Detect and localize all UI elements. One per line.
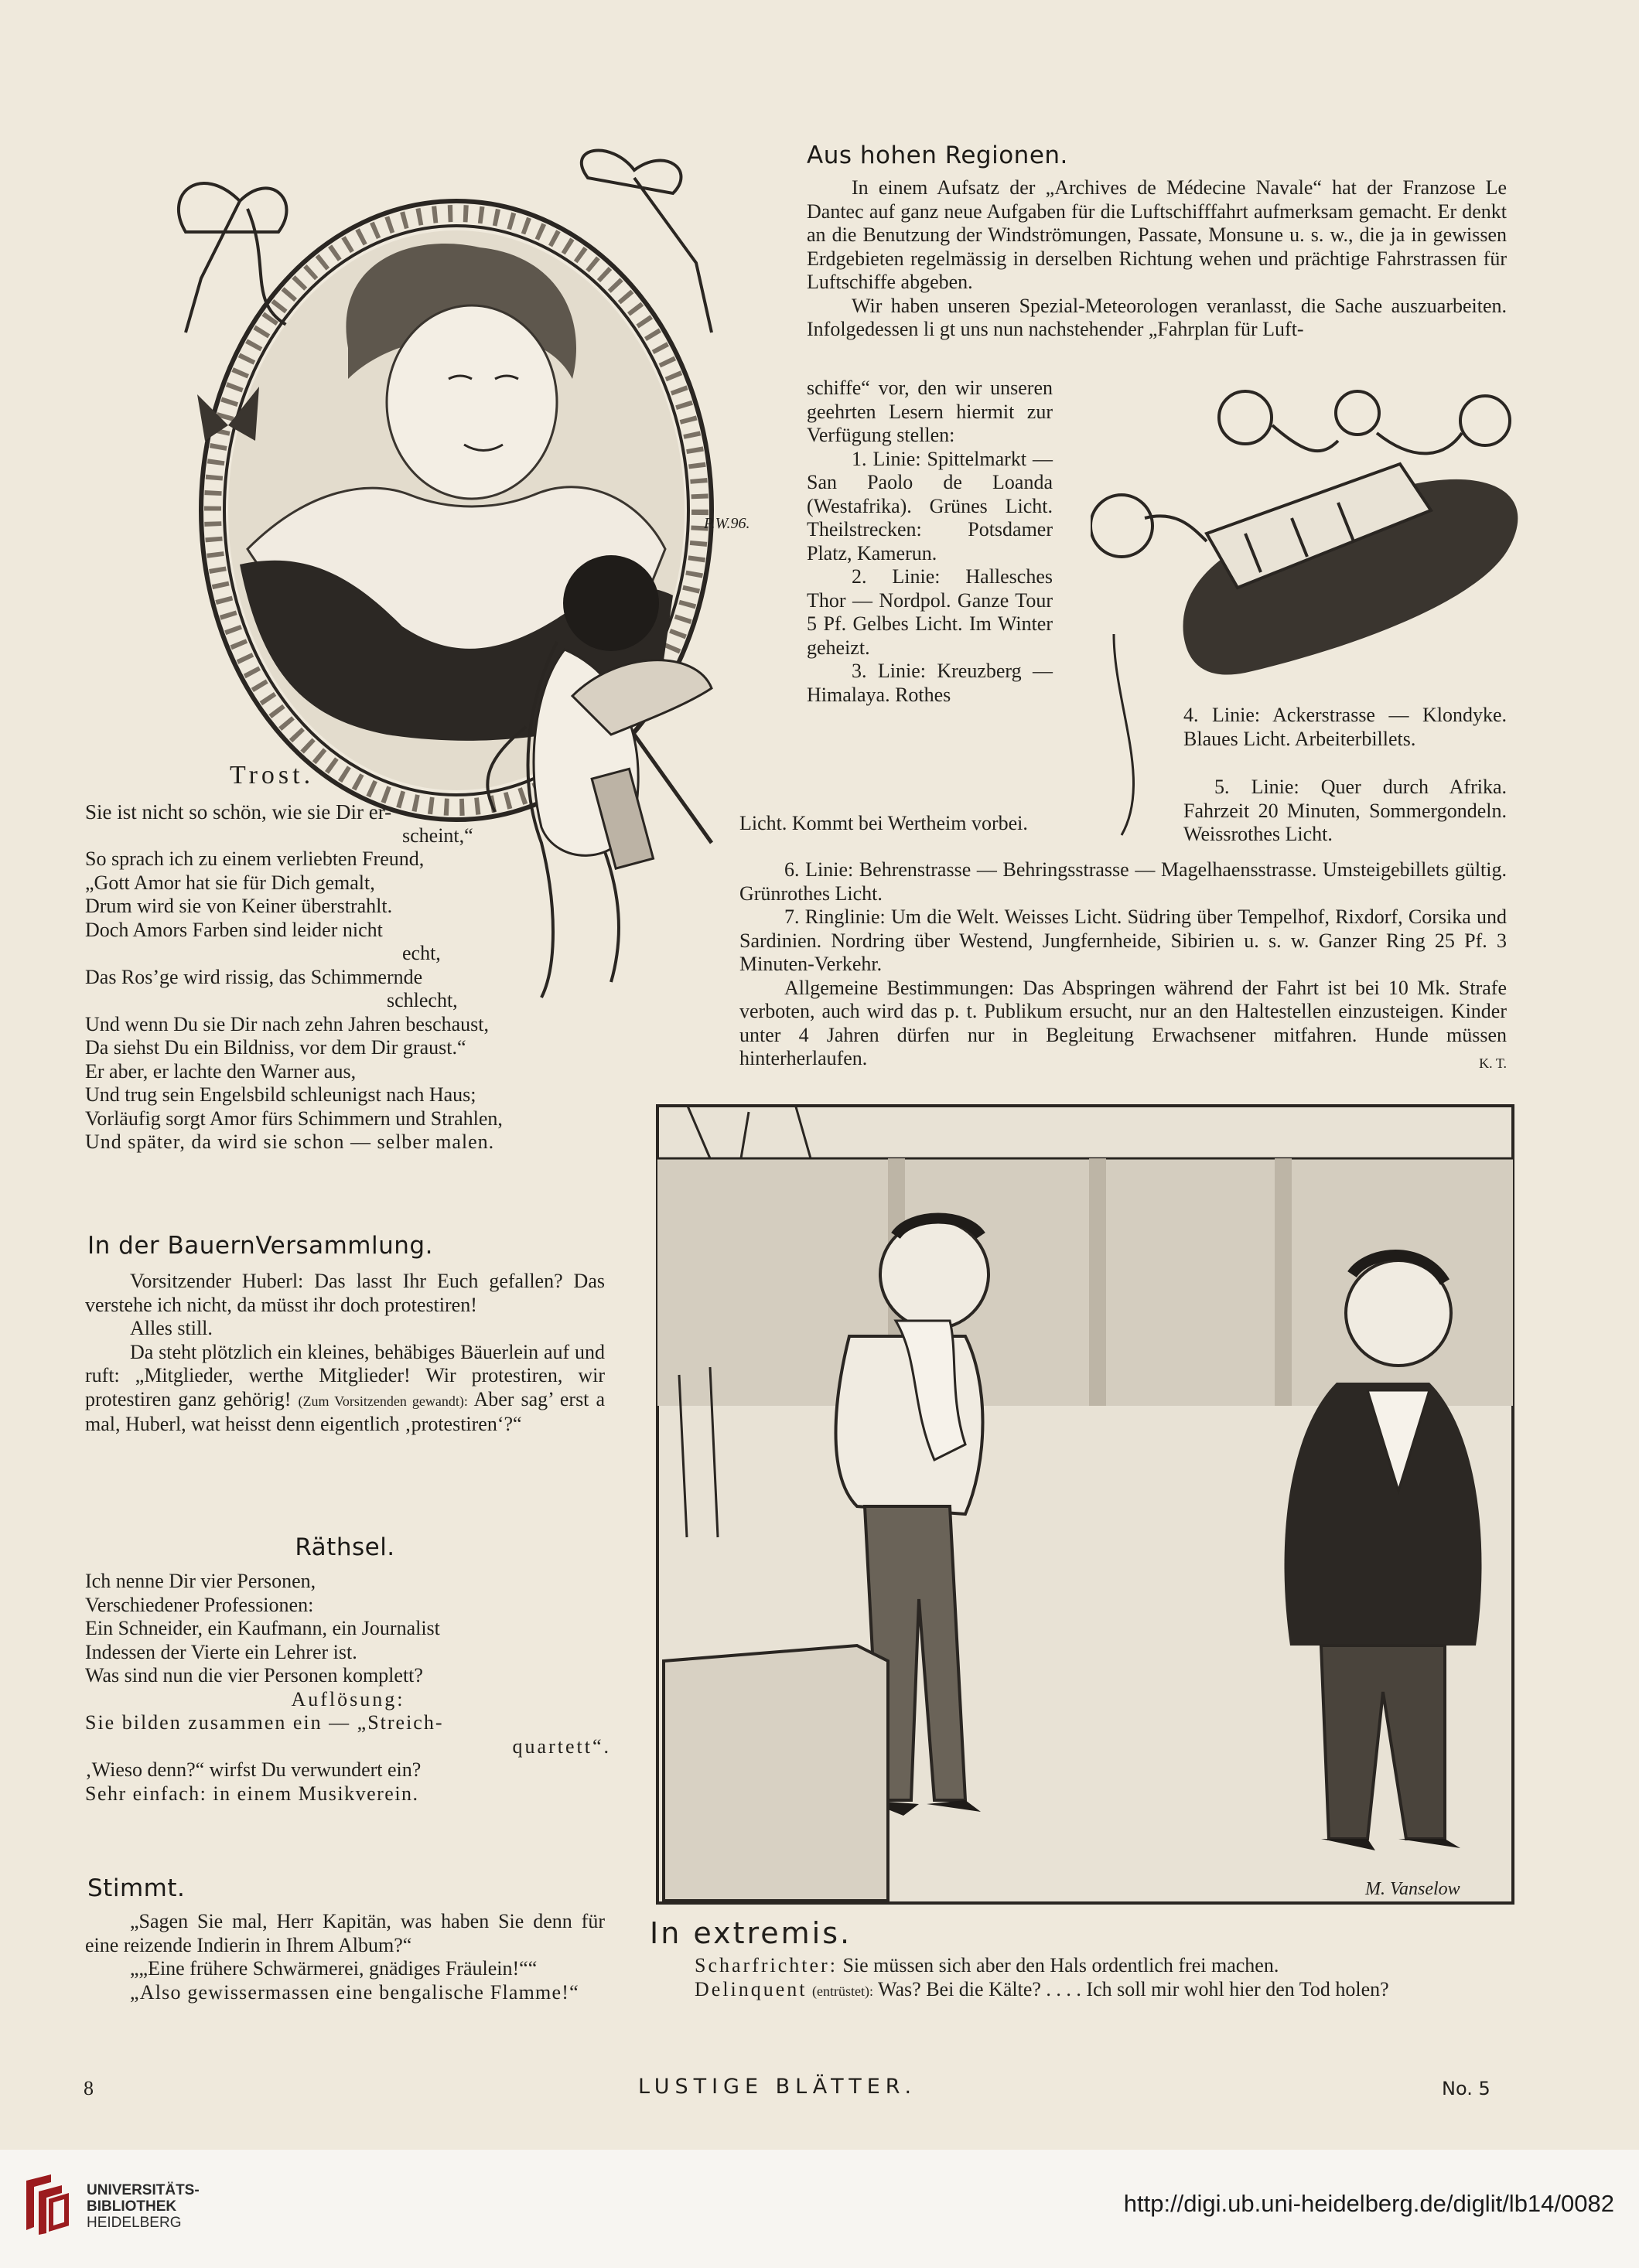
- raethsel-text: [85, 1570, 611, 1806]
- poem-line: Doch Amors Farben sind leider nicht: [85, 918, 383, 941]
- bauern-paragraph: Alles still.: [130, 1317, 213, 1339]
- route-line-1: 1. Linie: Spittelmarkt — San Paolo de Loanda (Westafrika). Grünes Licht. Theilstrecken: Potsdamer Platz, Kamerun.: [807, 447, 1053, 564]
- extremis-text: [650, 1954, 1507, 2003]
- stimmt-text: [85, 1910, 605, 2004]
- regionen-paragraph: Wir haben unseren Spezial-Meteorologen veranlasst, die Sache auszuarbeiten. Infolgedessen li gt uns nun nachstehender „Fahrplan für Luft-: [807, 294, 1507, 340]
- poem-line: So sprach ich zu einem verliebten Freund,: [85, 848, 425, 870]
- stimmt-title: Stimmt.: [87, 1874, 186, 1902]
- bauern-paragraph: Vorsitzender Huberl: Das lasst Ihr Euch gefallen? Das verstehe ich nicht, da müsst ihr doch protestiren!: [85, 1270, 605, 1316]
- stimmt-paragraph: „„Eine frühere Schwärmerei, gnädiges Fräulein!““: [130, 1957, 538, 1980]
- solution-line: quartett“.: [512, 1734, 611, 1758]
- library-name: UNIVERSITÄTS- BIBLIOTHEK HEIDELBERG: [87, 2182, 200, 2231]
- route-line-7: 7. Ringlinie: Um die Welt. Weisses Licht. Südring über Tempelhof, Rixdorf, Corsika und Sardinien. Nordring über Westend, Jungfernheide, Sibirien u. s. w. Ganzer Ring 25 Pf. 3 Minuten-Verkehr.: [739, 905, 1507, 975]
- bauern-paragraph: Aber sag’ erst a mal, Huberl, wat heisst denn eigentlich ‚protestiren‘?“: [85, 1387, 605, 1435]
- poem-line: scheint,“: [402, 824, 473, 847]
- bauern-paragraph: Da steht plötzlich ein kleines, behäbiges Bäuerlein auf und ruft: „Mitglieder, werthe Mitglieder! Wir protestiren, wir protestiren ganz gehörig!: [85, 1340, 605, 1410]
- cartoon-signature: M. Vanselow: [1365, 1879, 1460, 1899]
- riddle-line: Was sind nun die vier Personen komplett?: [85, 1664, 423, 1687]
- airship-illustration: [1091, 379, 1524, 843]
- poem-line: Und wenn Du sie Dir nach zehn Jahren beschaust,: [85, 1012, 490, 1035]
- regionen-intro: [807, 176, 1507, 342]
- route-line-5: 5. Linie: Quer durch Afrika. Fahrzeit 20 Minuten, Sommergondeln. Weissrothes Licht.: [1183, 776, 1507, 845]
- stimmt-paragraph: „Sagen Sie mal, Herr Kapitän, was haben Sie denn für eine reizende Indierin in Ihrem Album?“: [85, 1910, 605, 1956]
- dialogue-line: Sie müssen sich aber den Hals ordentlich frei machen.: [842, 1954, 1279, 1976]
- route-line-2: 2. Linie: Hallesches Thor — Nordpol. Ganze Tour 5 Pf. Gelbes Licht. Im Winter geheizt.: [807, 565, 1053, 659]
- library-footer: [0, 2150, 1639, 2268]
- issue-number: No. 5: [1442, 2078, 1490, 2099]
- regionen-paragraph: In einem Aufsatz der „Archives de Médecine Navale“ hat der Franzose Le Dantec auf ganz neue Aufgaben für die Luftschifffahrt aufmerksam gemacht. Er denkt an die Benutzung der Windströmungen, Passate, Monsune u. s. w., die ja in gewissen Erdgebieten regelmässig in derselben Richtung wehen und prächtige Fahrstrassen für Luftschiffe abgeben.: [807, 176, 1507, 293]
- page-number: 8: [84, 2077, 94, 2099]
- regionen-paragraph: schiffe“ vor, den wir unseren geehrten Lesern hiermit zur Verfügung stellen:: [807, 377, 1053, 446]
- stage-direction: (Zum Vorsitzenden gewandt):: [298, 1393, 468, 1409]
- bauern-text: [85, 1270, 605, 1437]
- illustration-signature: P.W.96.: [704, 515, 750, 532]
- poem-line: Sie ist nicht so schön, wie sie Dir er-: [85, 800, 392, 824]
- poem-line: Das Ros’ge wird rissig, das Schimmernde: [85, 965, 423, 988]
- route-line-3-end: Licht. Kommt bei Wertheim vorbei.: [739, 812, 1028, 834]
- riddle-line: Indessen der Vierte ein Lehrer ist.: [85, 1640, 357, 1663]
- author-initials: K. T.: [1479, 1056, 1507, 1071]
- route-line-3: 3. Linie: Kreuzberg — Himalaya. Rothes: [807, 660, 1053, 706]
- general-rules: Allgemeine Bestimmungen: Das Abspringen während der Fahrt ist bei 10 Mk. Strafe verboten, auch wird das p. t. Publikum ersucht, nur an den Haltestellen einzusteigen. Kinder unter 4 Jahren dürfen nur in Begleitung Erwachsener mitfahren. Hunde müssen hinterherlaufen.: [739, 976, 1507, 1069]
- poem-line: Drum wird sie von Keiner überstrahlt.: [85, 895, 393, 917]
- dialogue-line: Was? Bei die Kälte? . . . . Ich soll mir wohl hier den Tod holen?: [878, 1977, 1389, 2000]
- route-line-6: 6. Linie: Behrenstrasse — Behringsstrasse — Magelhaensstrasse. Umsteigebillets gültig. Grünrothes Licht.: [739, 858, 1507, 905]
- riddle-line: Verschiedener Professionen:: [85, 1593, 314, 1616]
- magazine-name: LUSTIGE BLÄTTER.: [638, 2075, 917, 2099]
- regionen-lower: [739, 858, 1507, 1076]
- cartoon-illustration: [656, 1104, 1514, 1905]
- solution-line: ‚Wieso denn?“ wirfst Du verwundert ein?: [85, 1758, 422, 1781]
- regionen-narrow-column: [807, 377, 1053, 707]
- trost-poem: [85, 800, 619, 1154]
- permalink-url[interactable]: http://digi.ub.uni-heidelberg.de/diglit/lb14/0082: [1123, 2190, 1614, 2217]
- poem-line: echt,: [402, 942, 441, 964]
- poem-line: schlecht,: [387, 989, 458, 1011]
- library-logo-icon: [23, 2173, 70, 2235]
- regionen-title: Aus hohen Regionen.: [807, 142, 1068, 169]
- solution-label: Auflösung:: [291, 1687, 405, 1710]
- solution-line: Sie bilden zusammen ein — „Streich-: [85, 1711, 444, 1734]
- raethsel-title: Räthsel.: [295, 1533, 395, 1561]
- poem-line: Vorläufig sorgt Amor fürs Schimmern und Strahlen,: [85, 1107, 503, 1130]
- poem-line: Und trug sein Engelsbild schleunigst nach Haus;: [85, 1083, 476, 1106]
- route-line-4: 4. Linie: Ackerstrasse — Klondyke. Blaues Licht. Arbeiterbillets.: [1183, 704, 1507, 750]
- speaker-label: Delinquent: [695, 1977, 808, 2000]
- riddle-line: Ein Schneider, ein Kaufmann, ein Journalist: [85, 1617, 440, 1639]
- extremis-title: In extremis.: [650, 1916, 852, 1950]
- trost-title: Trost.: [230, 761, 315, 790]
- solution-line: Sehr einfach: in einem Musikverein.: [85, 1782, 419, 1805]
- stage-direction: (entrüstet):: [812, 1983, 874, 1999]
- stimmt-paragraph: „Also gewissermassen eine bengalische Flamme!“: [130, 1980, 579, 2004]
- riddle-line: Ich nenne Dir vier Personen,: [85, 1570, 316, 1592]
- poem-line: Da siehst Du ein Bildniss, vor dem Dir graust.“: [85, 1036, 466, 1059]
- poem-line: „Gott Amor hat sie für Dich gemalt,: [85, 871, 375, 894]
- poem-line: Und später, da wird sie schon — selber malen.: [85, 1131, 495, 1153]
- speaker-label: Scharfrichter:: [695, 1954, 838, 1976]
- bauern-title: In der BauernVersammlung.: [87, 1232, 433, 1260]
- poem-line: Er aber, er lachte den Warner aus,: [85, 1059, 357, 1083]
